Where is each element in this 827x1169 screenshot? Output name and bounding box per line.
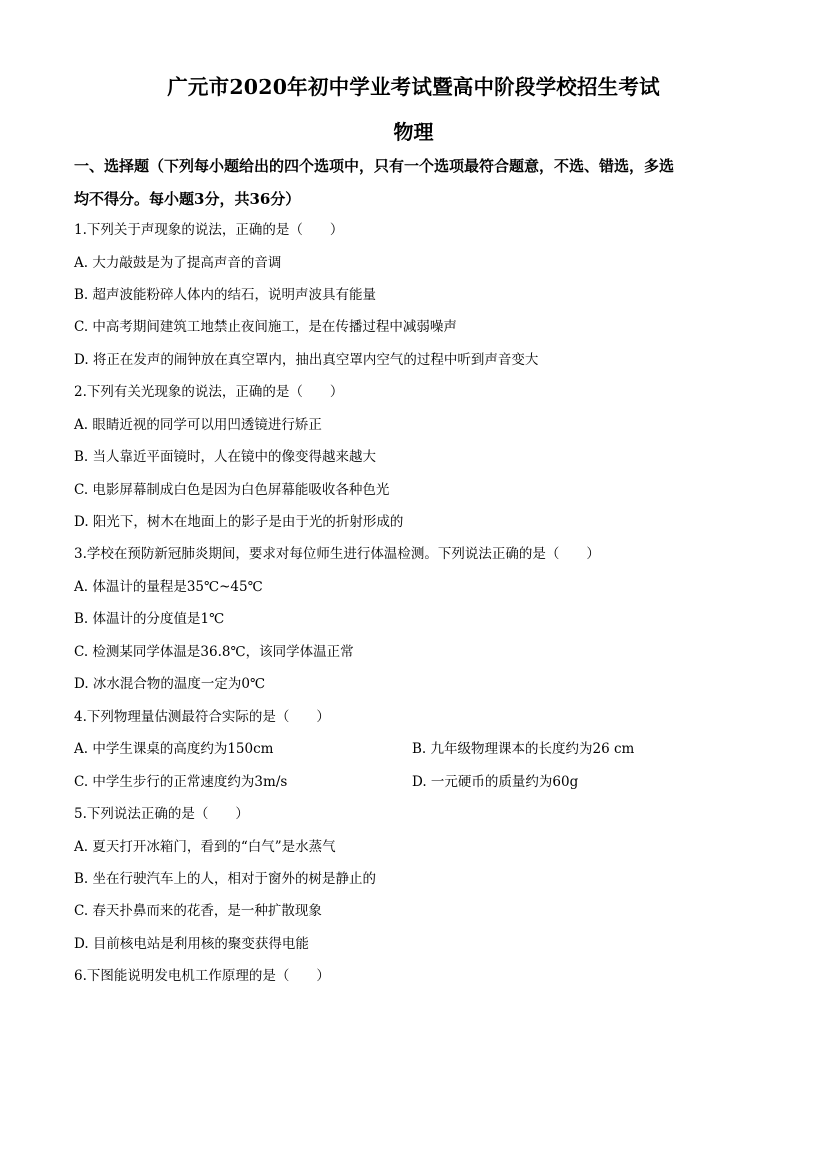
question-4-option-c: C. 中学生步行的正常速度约为3m/s: [74, 774, 288, 790]
question-2-option-d: D. 阳光下，树木在地面上的影子是由于光的折射形成的: [74, 514, 404, 530]
question-5-stem: 5.下列说法正确的是（ ）: [74, 806, 249, 822]
question-3-option-a: A. 体温计的量程是35℃~45℃: [74, 579, 263, 595]
question-5-option-a: A. 夏天打开冰箱门，看到的“白气”是水蒸气: [74, 839, 336, 855]
question-1-stem: 1.下列关于声现象的说法，正确的是（ ）: [74, 222, 344, 238]
question-2-option-a: A. 眼睛近视的同学可以用凹透镜进行矫正: [74, 417, 322, 433]
question-2-option-b: B. 当人靠近平面镜时，人在镜中的像变得越来越大: [74, 449, 377, 465]
section-heading-line-1: 一、选择题（下列每小题给出的四个选项中，只有一个选项最符合题意，不选、错选，多选: [74, 157, 675, 175]
question-5-option-b: B. 坐在行驶汽车上的人，相对于窗外的树是静止的: [74, 871, 377, 887]
question-1-option-d: D. 将正在发声的闹钟放在真空罩内，抽出真空罩内空气的过程中听到声音变大: [74, 352, 539, 368]
question-3-option-c: C. 检测某同学体温是36.8℃，该同学体温正常: [74, 644, 354, 660]
question-3-option-d: D. 冰水混合物的温度一定为0℃: [74, 676, 266, 692]
question-5-option-c: C. 春天扑鼻而来的花香，是一种扩散现象: [74, 903, 322, 919]
question-4-option-d: D. 一元硬币的质量约为60g: [412, 774, 579, 790]
question-6-stem: 6.下图能说明发电机工作原理的是（ ）: [74, 968, 330, 984]
question-3-option-b: B. 体温计的分度值是1℃: [74, 611, 225, 627]
question-4-stem: 4.下列物理量估测最符合实际的是（ ）: [74, 709, 330, 725]
question-1-option-a: A. 大力敲鼓是为了提高声音的音调: [74, 255, 282, 271]
section-heading-line-2: 均不得分。每小题3分，共36分）: [74, 190, 301, 208]
question-4-option-a: A. 中学生课桌的高度约为150cm: [74, 741, 274, 757]
exam-title: 广元市2020年初中学业考试暨高中阶段学校招生考试: [167, 75, 660, 99]
question-5-option-d: D. 目前核电站是利用核的聚变获得电能: [74, 936, 309, 952]
question-2-stem: 2.下列有关光现象的说法，正确的是（ ）: [74, 384, 344, 400]
question-2-option-c: C. 电影屏幕制成白色是因为白色屏幕能吸收各种色光: [74, 482, 390, 498]
question-1-option-c: C. 中高考期间建筑工地禁止夜间施工，是在传播过程中减弱噪声: [74, 319, 457, 335]
question-1-option-b: B. 超声波能粉碎人体内的结石，说明声波具有能量: [74, 287, 377, 303]
subject-heading: 物理: [393, 120, 434, 144]
question-4-option-b: B. 九年级物理课本的长度约为26 cm: [412, 741, 635, 757]
question-3-stem: 3.学校在预防新冠肺炎期间，要求对每位师生进行体温检测。下列说法正确的是（ ）: [74, 546, 600, 562]
